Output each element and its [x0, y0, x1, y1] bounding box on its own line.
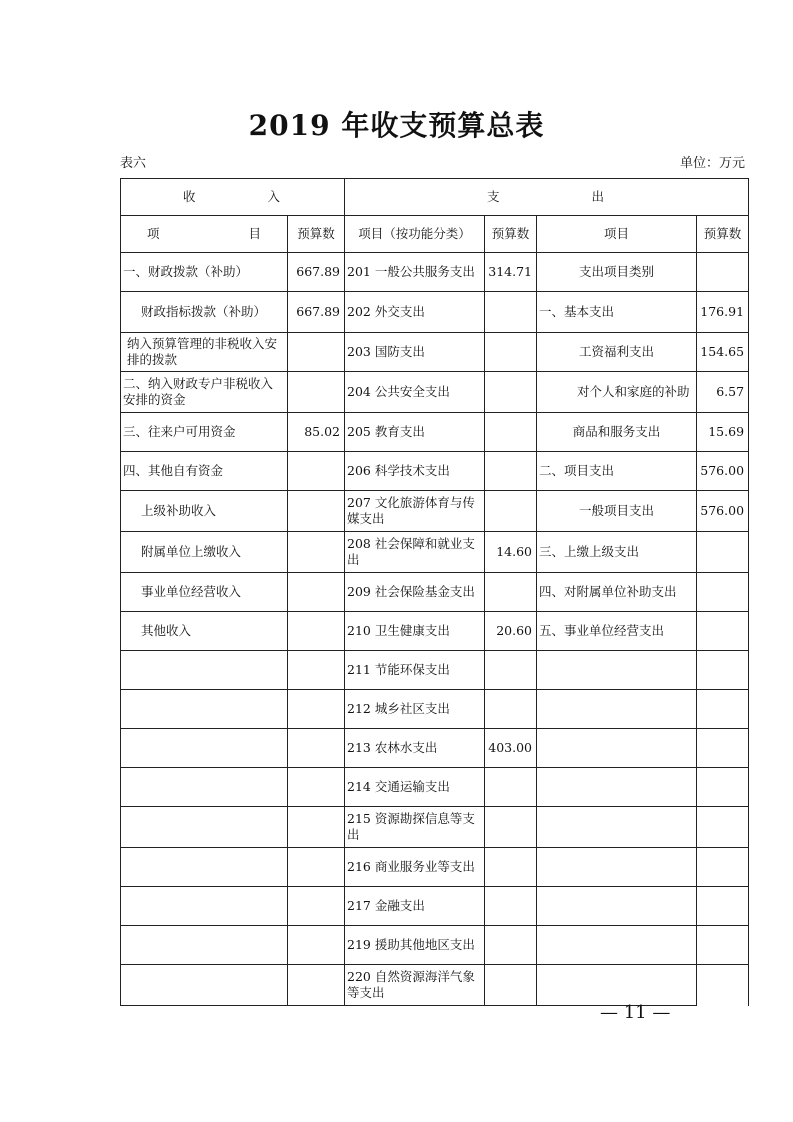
econ-budget — [697, 690, 749, 729]
table-row — [121, 690, 749, 729]
unit-label: 单位：万元 — [679, 156, 745, 171]
table-row — [121, 292, 749, 333]
income-item: 二、纳入财政专户非税收入安排的资金 — [121, 372, 288, 413]
table-row — [121, 768, 749, 807]
column-header-row — [121, 216, 749, 253]
econ-item: 二、项目支出 — [537, 452, 697, 491]
econ-item: 一、基本支出 — [537, 292, 697, 333]
func-item: 208 社会保障和就业支出 — [345, 532, 485, 573]
section-header-row — [121, 179, 749, 216]
table-label: 表六 — [120, 156, 147, 171]
econ-budget — [697, 768, 749, 807]
income-budget — [288, 926, 345, 965]
func-item: 220 自然资源海洋气象等支出 — [345, 965, 485, 1006]
table-row — [121, 926, 749, 965]
econ-budget — [697, 848, 749, 887]
func-budget: 20.60 — [485, 612, 537, 651]
func-item: 217 金融支出 — [345, 887, 485, 926]
func-budget — [485, 333, 537, 372]
func-item: 213 农林水支出 — [345, 729, 485, 768]
expense-section-header: 支 出 — [345, 179, 749, 216]
func-budget — [485, 452, 537, 491]
income-budget — [288, 573, 345, 612]
func-budget — [485, 690, 537, 729]
econ-item — [537, 807, 697, 848]
income-item: 纳入预算管理的非税收入安排的拨款 — [121, 333, 288, 372]
func-item: 201 一般公共服务支出 — [345, 253, 485, 292]
income-budget: 667.89 — [288, 292, 345, 333]
func-budget: 14.60 — [485, 532, 537, 573]
func-budget: 314.71 — [485, 253, 537, 292]
econ-item: 对个人和家庭的补助 — [537, 372, 697, 413]
income-item — [121, 729, 288, 768]
econ-item — [537, 651, 697, 690]
table-row — [121, 491, 749, 532]
income-item — [121, 690, 288, 729]
table-row — [121, 452, 749, 491]
func-item: 204 公共安全支出 — [345, 372, 485, 413]
income-item: 事业单位经营收入 — [121, 573, 288, 612]
col-header-budget: 预算数 — [288, 216, 345, 253]
func-item: 205 教育支出 — [345, 413, 485, 452]
econ-budget — [697, 926, 749, 965]
income-section-header: 收 入 — [121, 179, 345, 216]
income-item: 一、财政拨款（补助） — [121, 253, 288, 292]
econ-item: 一般项目支出 — [537, 491, 697, 532]
income-budget — [288, 965, 345, 1006]
func-item: 203 国防支出 — [345, 333, 485, 372]
table-row — [121, 573, 749, 612]
econ-budget — [697, 729, 749, 768]
income-item — [121, 651, 288, 690]
econ-budget — [697, 612, 749, 651]
func-budget — [485, 965, 537, 1006]
income-item: 财政指标拨款（补助） — [121, 292, 288, 333]
table-row — [121, 413, 749, 452]
func-item: 209 社会保险基金支出 — [345, 573, 485, 612]
income-item — [121, 926, 288, 965]
econ-budget — [697, 807, 749, 848]
col-header-budget2: 预算数 — [485, 216, 537, 253]
econ-item — [537, 848, 697, 887]
func-item: 214 交通运输支出 — [345, 768, 485, 807]
func-item: 207 文化旅游体育与传媒支出 — [345, 491, 485, 532]
income-item: 三、往来户可用资金 — [121, 413, 288, 452]
income-budget — [288, 887, 345, 926]
econ-item: 四、对附属单位补助支出 — [537, 573, 697, 612]
income-budget — [288, 372, 345, 413]
econ-item: 商品和服务支出 — [537, 413, 697, 452]
func-budget — [485, 887, 537, 926]
income-item: 其他收入 — [121, 612, 288, 651]
income-budget — [288, 729, 345, 768]
income-budget — [288, 452, 345, 491]
econ-item — [537, 965, 697, 1006]
econ-budget — [697, 651, 749, 690]
func-budget — [485, 372, 537, 413]
income-budget — [288, 612, 345, 651]
income-budget — [288, 333, 345, 372]
econ-item — [537, 887, 697, 926]
page-title: 2019 年收支预算总表 — [248, 109, 545, 142]
col-header-econ-item: 项目 — [537, 216, 697, 253]
func-budget — [485, 292, 537, 333]
func-budget — [485, 768, 537, 807]
econ-item — [537, 690, 697, 729]
func-budget — [485, 491, 537, 532]
col-header-item: 项 目 — [121, 216, 288, 253]
table-row — [121, 372, 749, 413]
econ-item: 三、上缴上级支出 — [537, 532, 697, 573]
table-row — [121, 333, 749, 372]
econ-item — [537, 768, 697, 807]
table-row — [121, 807, 749, 848]
econ-budget: 154.65 — [697, 333, 749, 372]
func-budget — [485, 807, 537, 848]
econ-budget: 576.00 — [697, 491, 749, 532]
econ-item: 五、事业单位经营支出 — [537, 612, 697, 651]
func-budget — [485, 926, 537, 965]
econ-budget: 15.69 — [697, 413, 749, 452]
econ-budget — [697, 887, 749, 926]
econ-budget: 6.57 — [697, 372, 749, 413]
func-item: 215 资源勘探信息等支出 — [345, 807, 485, 848]
income-budget — [288, 491, 345, 532]
table-row — [121, 965, 749, 1006]
table-row — [121, 887, 749, 926]
income-item — [121, 848, 288, 887]
income-budget — [288, 768, 345, 807]
func-budget — [485, 573, 537, 612]
income-budget: 85.02 — [288, 413, 345, 452]
col-header-func-item: 项目（按功能分类） — [345, 216, 485, 253]
table-row — [121, 253, 749, 292]
econ-item — [537, 926, 697, 965]
func-budget — [485, 848, 537, 887]
econ-budget — [697, 965, 749, 1006]
func-budget — [485, 413, 537, 452]
income-budget — [288, 532, 345, 573]
income-budget — [288, 690, 345, 729]
income-budget — [288, 848, 345, 887]
econ-budget — [697, 532, 749, 573]
table-row — [121, 612, 749, 651]
econ-budget — [697, 253, 749, 292]
table-row — [121, 651, 749, 690]
func-budget — [485, 651, 537, 690]
econ-budget: 176.91 — [697, 292, 749, 333]
income-item — [121, 807, 288, 848]
func-item: 202 外交支出 — [345, 292, 485, 333]
econ-budget: 576.00 — [697, 452, 749, 491]
func-budget: 403.00 — [485, 729, 537, 768]
income-item — [121, 887, 288, 926]
table-row — [121, 848, 749, 887]
econ-item: 支出项目类别 — [537, 253, 697, 292]
budget-table — [120, 178, 749, 1006]
income-budget: 667.89 — [288, 253, 345, 292]
table-row — [121, 532, 749, 573]
page-number: — 11 — — [600, 1002, 671, 1023]
func-item: 210 卫生健康支出 — [345, 612, 485, 651]
func-item: 211 节能环保支出 — [345, 651, 485, 690]
func-item: 216 商业服务业等支出 — [345, 848, 485, 887]
func-item: 212 城乡社区支出 — [345, 690, 485, 729]
table-row — [121, 729, 749, 768]
income-item: 四、其他自有资金 — [121, 452, 288, 491]
econ-item: 工资福利支出 — [537, 333, 697, 372]
econ-budget — [697, 573, 749, 612]
income-item — [121, 965, 288, 1006]
func-item: 219 援助其他地区支出 — [345, 926, 485, 965]
income-item: 上级补助收入 — [121, 491, 288, 532]
income-item: 附属单位上缴收入 — [121, 532, 288, 573]
income-item — [121, 768, 288, 807]
income-budget — [288, 651, 345, 690]
func-item: 206 科学技术支出 — [345, 452, 485, 491]
col-header-budget3: 预算数 — [697, 216, 749, 253]
income-budget — [288, 807, 345, 848]
econ-item — [537, 729, 697, 768]
